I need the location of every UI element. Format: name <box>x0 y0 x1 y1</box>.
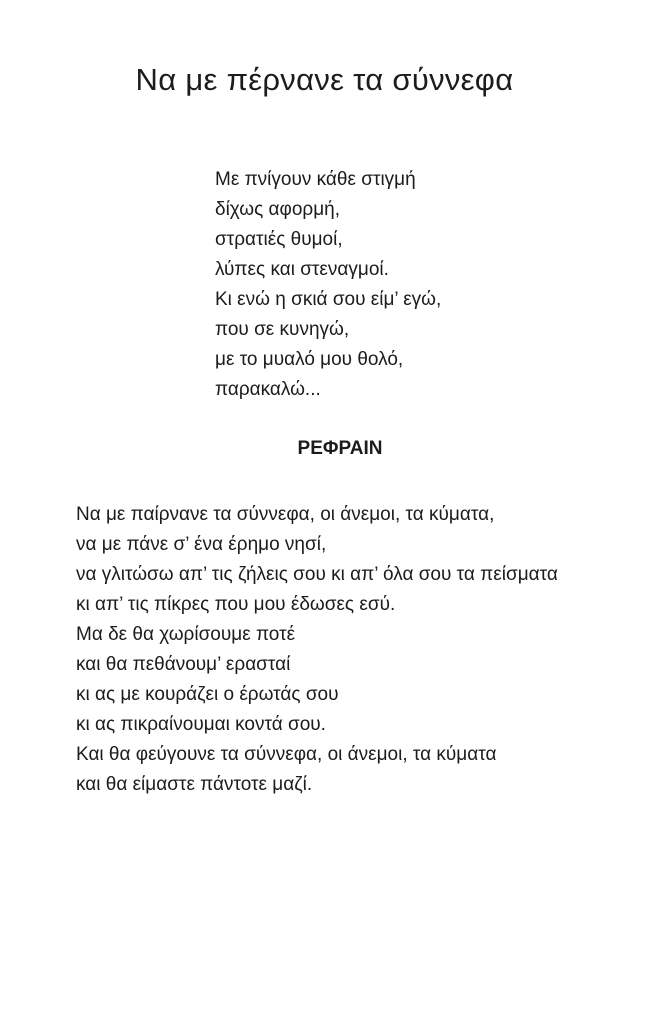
verse-line: στρατιές θυμοί, <box>215 229 343 250</box>
verse-line: Με πνίγουν κάθε στιγμή <box>215 169 416 190</box>
verse-line: που σε κυνηγώ, <box>215 319 350 340</box>
song-title: Να με πέρνανε τα σύννεφα <box>135 62 514 97</box>
verse-line: δίχως αφορμή, <box>215 199 341 220</box>
refrain-line: Μα δε θα χωρίσουμε ποτέ <box>76 624 296 645</box>
refrain-line: κι ας με κουράζει ο έρωτάς σου <box>76 684 339 705</box>
verse-line: με το μυαλό μου θολό, <box>215 349 404 370</box>
refrain-line: και θα είμαστε πάντοτε μαζί. <box>76 774 313 795</box>
refrain-heading: ΡΕΦΡΑΙΝ <box>297 438 383 459</box>
refrain-line: να με πάνε σ’ ένα έρημο νησί, <box>76 534 327 555</box>
verse-stanza <box>215 165 441 405</box>
verse-line: παρακαλώ... <box>215 379 321 400</box>
refrain-line: κι απ’ τις πίκρες που μου έδωσες εσύ. <box>76 594 396 615</box>
refrain-line: κι ας πικραίνουμαι κοντά σου. <box>76 714 326 735</box>
verse-line: Κι ενώ η σκιά σου είμ’ εγώ, <box>215 289 442 310</box>
refrain-line: και θα πεθάνουμ’ ερασταί <box>76 654 291 675</box>
refrain-stanza <box>76 500 558 800</box>
refrain-line: Και θα φεύγουνε τα σύννεφα, οι άνεμοι, τα κύματα <box>76 744 497 765</box>
refrain-line: να γλιτώσω απ’ τις ζήλεις σου κι απ’ όλα σου τα πείσματα <box>76 564 558 585</box>
refrain-line: Να με παίρνανε τα σύννεφα, οι άνεμοι, τα κύματα, <box>76 504 495 525</box>
verse-line: λύπες και στεναγμοί. <box>215 259 389 280</box>
